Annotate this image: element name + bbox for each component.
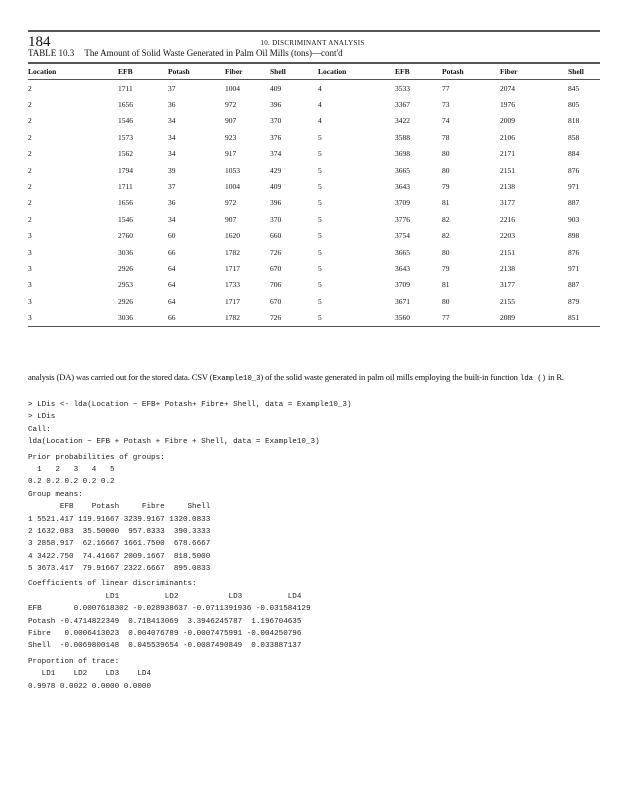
table-cell: 2074 [500,83,515,93]
table-cell: 923 [225,132,237,142]
table-cell: 5 [318,247,322,257]
table-cell: 884 [568,149,580,159]
table-cell: 1546 [118,116,133,126]
table-cell: 2151 [500,165,515,175]
column-header: Location [318,67,347,76]
table-cell: 5 [318,149,322,159]
table-cell: 3 [28,231,32,241]
code-line: Shell -0.0069800148 0.045539654 -0.0087490849 0.033887137 [28,642,302,651]
column-header: Potash [442,67,464,76]
table-cell: 3367 [395,100,410,110]
table-cell: 1546 [118,214,133,224]
solid-waste-table [28,62,600,327]
table-cell: 4 [318,83,322,93]
code-line: 3 2858.917 62.16667 1661.7500 678.6667 [28,540,211,549]
table-cell: 660 [270,231,282,241]
column-header: Location [28,67,57,76]
table-cell: 64 [168,296,176,306]
table-cell: 370 [270,116,282,126]
table-cell: 726 [270,247,282,257]
table-cell: 66 [168,247,176,257]
column-header: Fiber [500,67,518,76]
table-row [28,178,600,194]
table-cell: 726 [270,313,282,323]
table-cell: 5 [318,214,322,224]
table-cell: 1573 [118,132,133,142]
table-cell: 60 [168,231,176,241]
code-line: Coefficients of linear discriminants: [28,580,197,589]
table-cell: 429 [270,165,282,175]
table-row [28,162,600,178]
table-cell: 82 [442,231,450,241]
table-cell: 37 [168,83,176,93]
code-line: 5 3673.417 79.91667 2322.6667 895.0833 [28,565,211,574]
table-cell: 3698 [395,149,410,159]
table-cell: 1656 [118,100,133,110]
table-cell: 1711 [118,182,133,192]
table-cell: 37 [168,182,176,192]
table-cell: 879 [568,296,580,306]
table-cell: 3533 [395,83,410,93]
column-header: EFB [118,67,133,76]
table-cell: 3036 [118,247,133,257]
table-cell: 36 [168,198,176,208]
table-cell: 971 [568,263,580,273]
table-cell: 3709 [395,280,410,290]
table-cell: 851 [568,313,580,323]
code-line: Potash -0.4714822349 0.718413069 3.3946245787 1.196704635 [28,617,302,626]
table-cell: 34 [168,149,176,159]
table-cell: 2106 [500,132,515,142]
table-cell: 2 [28,165,32,175]
table-cell: 3560 [395,313,410,323]
table-row [28,96,600,112]
table-cell: 706 [270,280,282,290]
table-cell: 3036 [118,313,133,323]
table-row [28,228,600,244]
column-header: EFB [395,67,410,76]
table-caption [28,48,343,58]
table-cell: 3643 [395,263,410,273]
table-cell: 972 [225,198,237,208]
table-cell: 3422 [395,116,410,126]
table-cell: 80 [442,296,450,306]
table-cell: 5 [318,296,322,306]
table-cell: 1717 [225,263,240,273]
table-cell: 3 [28,280,32,290]
table-cell: 2009 [500,116,515,126]
code-line: 4 3422.750 74.41667 2009.1667 818.5000 [28,552,211,561]
table-cell: 3177 [500,198,515,208]
header-rule [28,30,600,32]
table-cell: 876 [568,165,580,175]
table-cell: 2171 [500,149,515,159]
table-cell: 818 [568,116,580,126]
table-cell: 36 [168,100,176,110]
table-cell: 5 [318,263,322,273]
table-cell: 78 [442,132,450,142]
table-cell: 1004 [225,83,240,93]
code-line: 1 2 3 4 5 [28,465,115,474]
r-code-output [28,399,352,693]
table-cell: 3588 [395,132,410,142]
table-cell: 670 [270,263,282,273]
table-cell: 845 [568,83,580,93]
table-cell: 80 [442,247,450,257]
table-row [28,244,600,260]
table-cell: 1717 [225,296,240,306]
table-cell: 3776 [395,214,410,224]
table-cell: 5 [318,198,322,208]
code-line: EFB Potash Fibre Shell [28,503,211,512]
table-cell: 66 [168,313,176,323]
table-cell: 2 [28,83,32,93]
table-row [28,211,600,227]
code-line: Fibre 0.0006413023 0.004076789 -0.0007475991 -0.004250796 [28,630,302,639]
table-cell: 2151 [500,247,515,257]
table-row [28,309,600,326]
table-cell: 409 [270,182,282,192]
code-line: LD1 LD2 LD3 LD4 [28,592,302,601]
table-cell: 2203 [500,231,515,241]
table-cell: 907 [225,116,237,126]
code-line: 2 1632.083 35.50000 957.8333 390.3333 [28,527,211,536]
table-cell: 2 [28,132,32,142]
table-cell: 5 [318,280,322,290]
table-cell: 376 [270,132,282,142]
paragraph-text: analysis (DA) was carried out for the stored data. CSV ( [28,372,213,382]
table-cell: 5 [318,182,322,192]
table-cell: 74 [442,116,450,126]
table-cell: 5 [318,132,322,142]
table-cell: 3754 [395,231,410,241]
table-cell: 79 [442,263,450,273]
table-cell: 858 [568,132,580,142]
table-cell: 887 [568,280,580,290]
table-cell: 374 [270,149,282,159]
table-cell: 81 [442,280,450,290]
table-cell: 1976 [500,100,515,110]
table-cell: 409 [270,83,282,93]
table-cell: 3 [28,296,32,306]
table-cell: 1733 [225,280,240,290]
table-cell: 2138 [500,263,515,273]
table-cell: 805 [568,100,580,110]
code-line: Prior probabilities of groups: [28,453,165,462]
code-line: > LDis <- lda(Location ~ EFB+ Potash+ Fibre+ Shell, data = Example10_3) [28,401,352,409]
running-head: 10. DISCRIMINANT ANALYSIS [260,39,365,47]
code-line: 1 5521.417 119.91667 3239.9167 1320.0833 [28,515,211,524]
table-row [28,293,600,309]
column-header: Potash [168,67,190,76]
table-cell: 907 [225,214,237,224]
table-cell: 2926 [118,296,133,306]
table-cell: 2 [28,100,32,110]
table-cell: 1782 [225,247,240,257]
table-cell: 3 [28,313,32,323]
table-cell: 4 [318,116,322,126]
table-cell: 2760 [118,231,133,241]
table-cell: 79 [442,182,450,192]
code-line: 0.9978 0.0022 0.0000 0.0000 [28,682,152,691]
table-cell: 1004 [225,182,240,192]
table-cell: 396 [270,100,282,110]
table-cell: 82 [442,214,450,224]
table-cell: 2 [28,198,32,208]
code-line: EFB 0.0007618302 -0.028938637 -0.0711391936 -0.031584129 [28,605,311,614]
table-cell: 917 [225,149,237,159]
table-cell: 4 [318,100,322,110]
table-cell: 5 [318,165,322,175]
table-cell: 80 [442,149,450,159]
code-line: Proportion of trace: [28,657,120,666]
table-cell: 34 [168,214,176,224]
table-row [28,146,600,162]
table-cell: 81 [442,198,450,208]
table-cell: 2155 [500,296,515,306]
table-cell: 1562 [118,149,133,159]
table-cell: 1053 [225,165,240,175]
table-cell: 3665 [395,247,410,257]
table-cell: 2216 [500,214,515,224]
table-cell: 2 [28,116,32,126]
table-cell: 2926 [118,263,133,273]
table-cell: 3709 [395,198,410,208]
table-cell: 64 [168,280,176,290]
code-line: 0.2 0.2 0.2 0.2 0.2 [28,478,115,487]
table-cell: 1656 [118,198,133,208]
table-cell: 77 [442,83,450,93]
table-cell: 670 [270,296,282,306]
table-cell: 2089 [500,313,515,323]
inline-code: Example10_3 [212,375,261,383]
table-row [28,80,600,97]
table-cell: 3643 [395,182,410,192]
table-cell: 5 [318,313,322,323]
table-cell: 2138 [500,182,515,192]
table-cell: 971 [568,182,580,192]
table-cell: 5 [318,231,322,241]
table-cell: 73 [442,100,450,110]
table-cell: 1782 [225,313,240,323]
table-cell: 77 [442,313,450,323]
body-paragraph [28,371,588,386]
table-cell: 1620 [225,231,240,241]
table-cell: 34 [168,132,176,142]
table-cell: 2 [28,182,32,192]
code-line: Group means: [28,490,83,499]
table-cell: 3 [28,263,32,273]
column-header: Shell [270,67,286,76]
table-cell: 876 [568,247,580,257]
table-cell: 887 [568,198,580,208]
code-line: > LDis [28,413,56,422]
paragraph-text: in R. [545,372,564,382]
table-cell: 3 [28,247,32,257]
code-line: Call: [28,425,51,434]
table-header-row [28,63,600,80]
table-cell: 80 [442,165,450,175]
table-row [28,260,600,276]
table-row [28,195,600,211]
column-header: Shell [568,67,584,76]
table-title: The Amount of Solid Waste Generated in Palm Oil Mills (tons)—cont'd [84,48,343,58]
table-cell: 972 [225,100,237,110]
paragraph-text: ) of the solid waste generated in palm oil mills employing the built-in function [260,372,520,382]
table-cell: 370 [270,214,282,224]
table-cell: 2 [28,149,32,159]
table-cell: 2 [28,214,32,224]
table-cell: 2953 [118,280,133,290]
table-label: TABLE 10.3 [28,48,75,58]
inline-code: lda () [519,375,546,383]
code-line: lda(Location ~ EFB + Potash + Fibre + Shell, data = Example10_3) [28,438,320,447]
table-cell: 39 [168,165,176,175]
table-cell: 3665 [395,165,410,175]
table-cell: 396 [270,198,282,208]
table-cell: 34 [168,116,176,126]
table-cell: 1711 [118,83,133,93]
table-cell: 1794 [118,165,133,175]
table-cell: 903 [568,214,580,224]
table-cell: 3671 [395,296,410,306]
table-cell: 3177 [500,280,515,290]
page-number: 184 [28,34,51,50]
table-cell: 64 [168,263,176,273]
code-line: LD1 LD2 LD3 LD4 [28,670,152,679]
table-row [28,129,600,145]
table-cell: 898 [568,231,580,241]
column-header: Fiber [225,67,243,76]
table-row [28,277,600,293]
table-row [28,113,600,129]
